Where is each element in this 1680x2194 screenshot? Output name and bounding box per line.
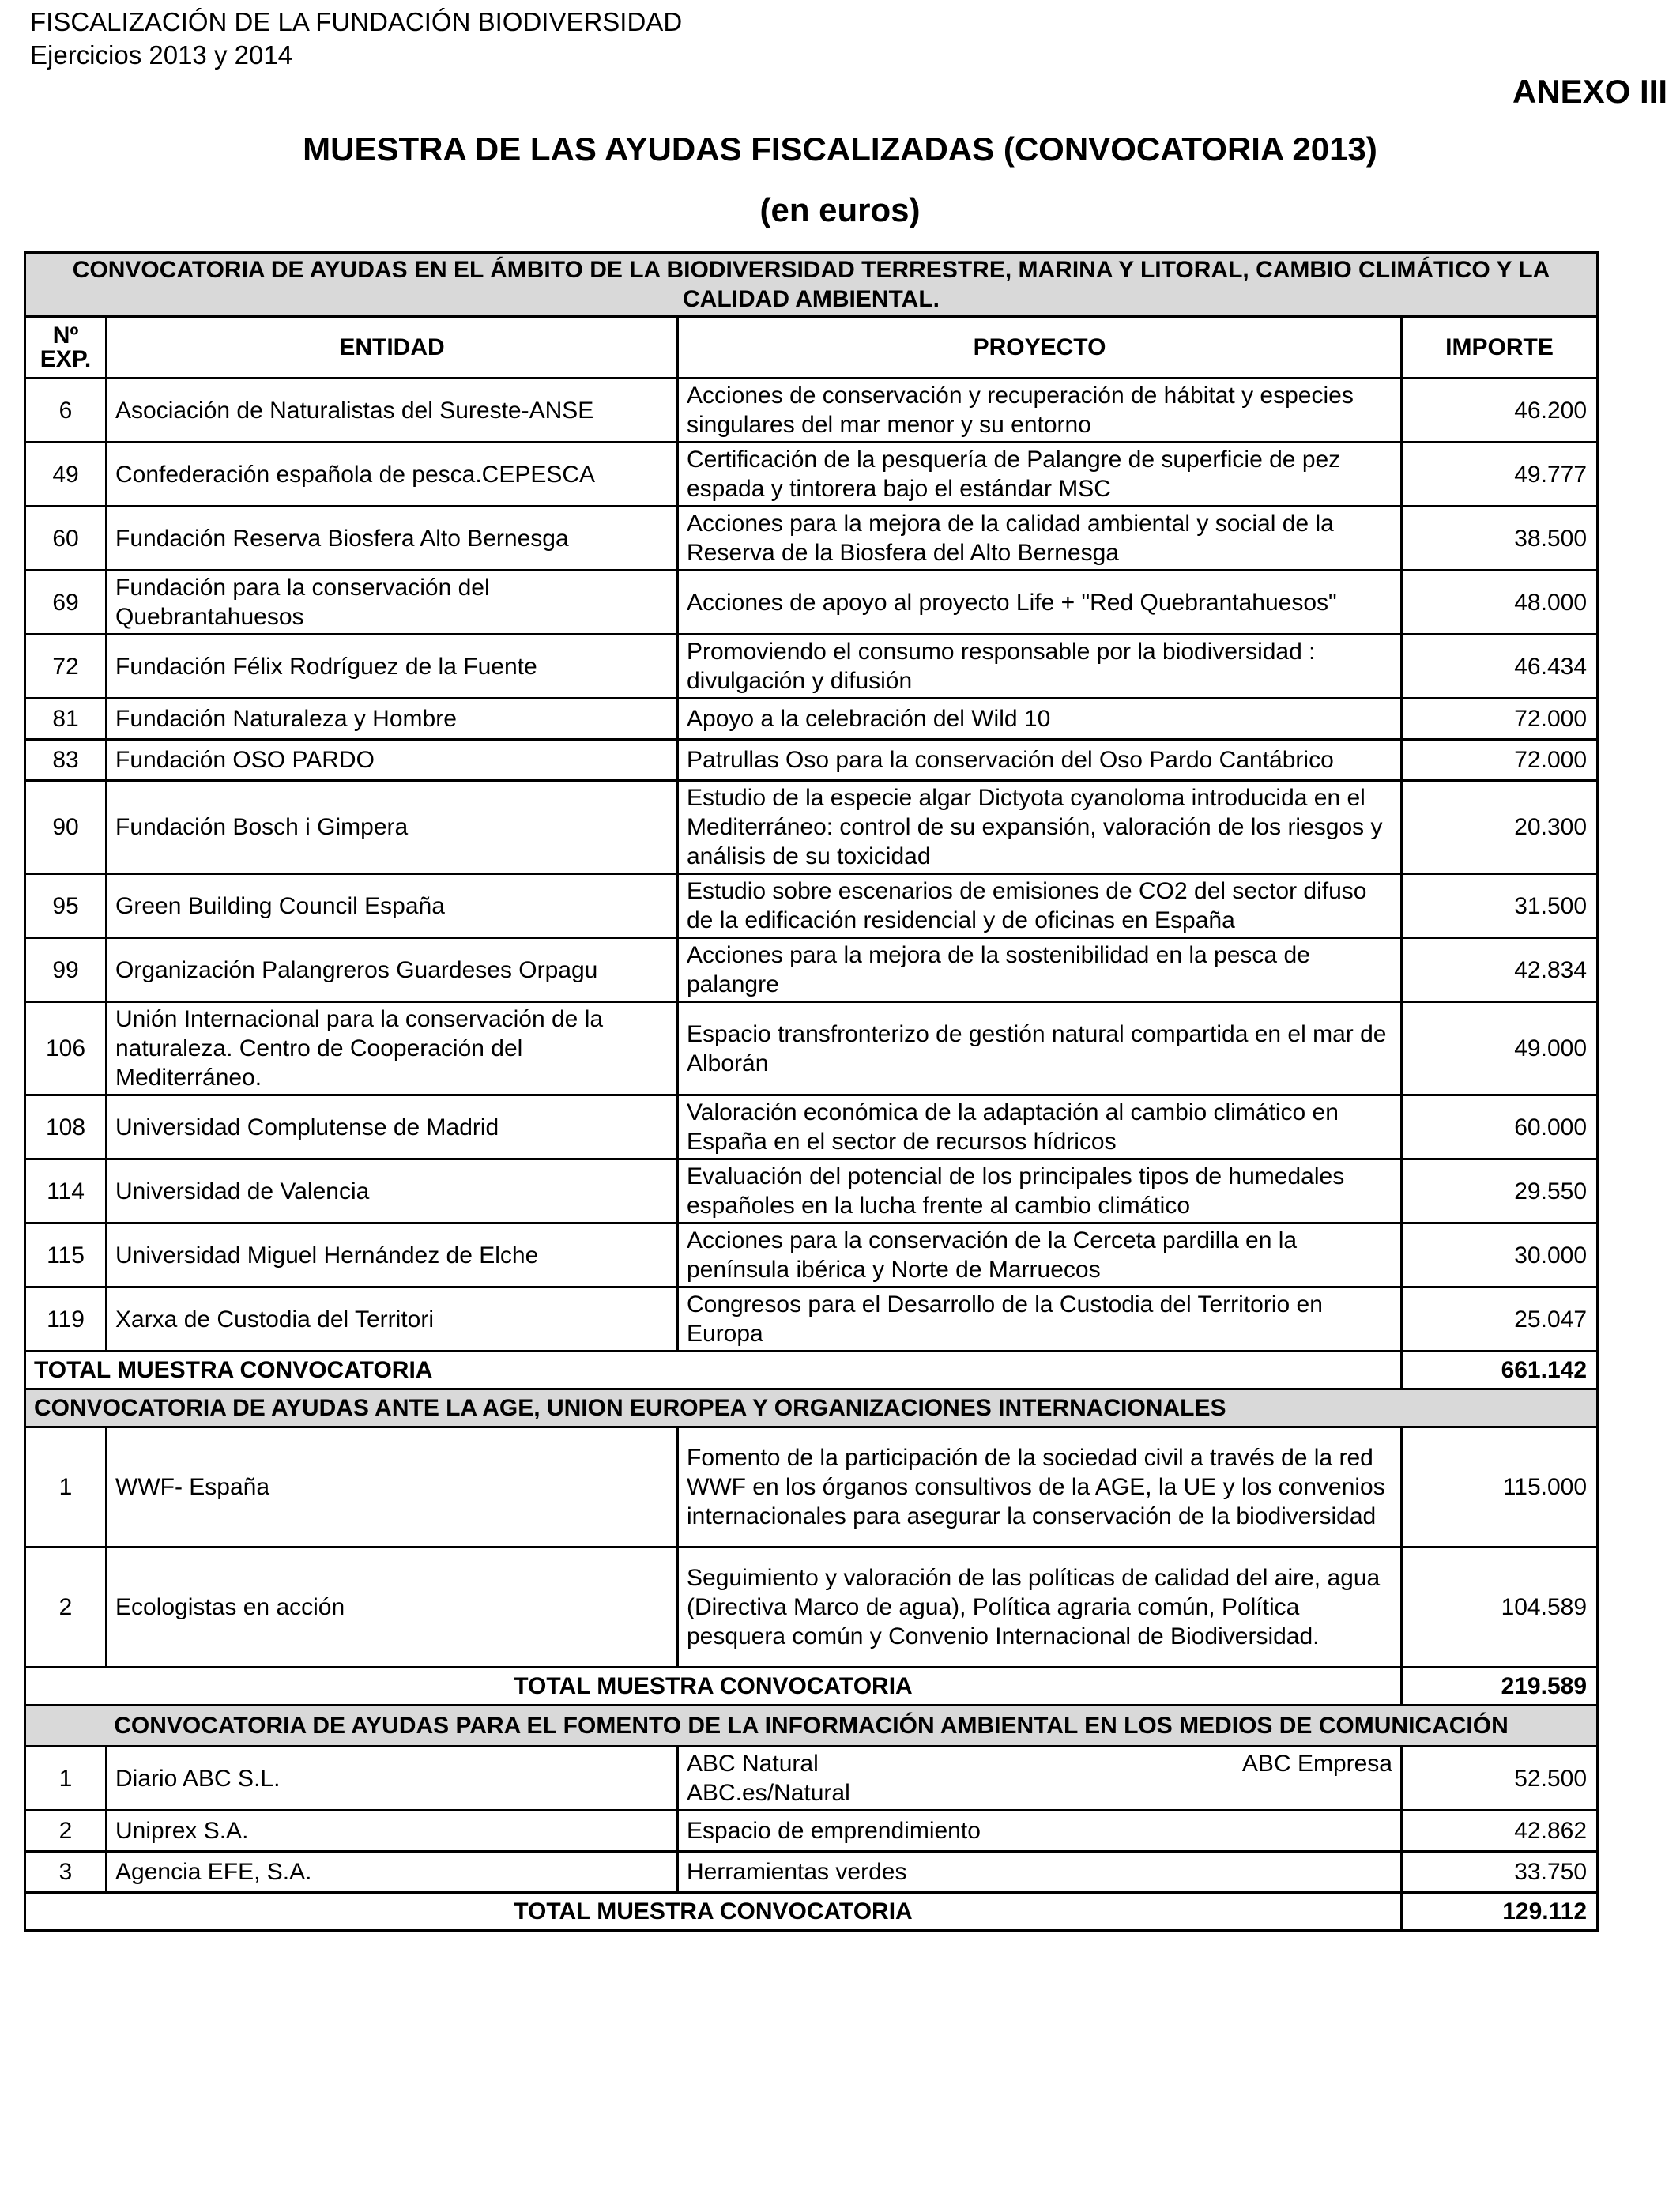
expedient-number: 81 (25, 699, 107, 740)
column-header-number: Nº EXP. (25, 317, 107, 379)
total-amount: 219.589 (1402, 1668, 1598, 1706)
grant-amount: 49.777 (1402, 443, 1598, 507)
project-name: Fomento de la participación de la sociedad civil a través de la red WWF en los órganos consultivos de la AGE, la UE y los convenios internacionales para asegurar la conservación de la biodiversidad (678, 1427, 1402, 1547)
table-row (25, 379, 1598, 443)
annex-label: ANEXO III (1512, 73, 1667, 110)
project-name: Acciones para la conservación de la Cerceta pardilla en la península ibérica y Norte de Marruecos (678, 1223, 1402, 1287)
expedient-number: 60 (25, 507, 107, 571)
entity-name: Fundación Reserva Biosfera Alto Bernesga (107, 507, 678, 571)
project-name: Acciones para la mejora de la sostenibilidad en la pesca de palangre (678, 938, 1402, 1002)
total-label: TOTAL MUESTRA CONVOCATORIA (25, 1351, 1402, 1389)
expedient-number: 114 (25, 1159, 107, 1223)
entity-name: Diario ABC S.L. (107, 1747, 678, 1811)
table-row (25, 1747, 1598, 1811)
project-name: Acciones de apoyo al proyecto Life + "Red Quebrantahuesos" (678, 571, 1402, 635)
grant-amount: 46.434 (1402, 635, 1598, 699)
grant-amount: 60.000 (1402, 1095, 1598, 1159)
table-row (25, 938, 1598, 1002)
project-name: Espacio de emprendimiento (678, 1811, 1402, 1852)
project-name: Apoyo a la celebración del Wild 10 (678, 699, 1402, 740)
grant-amount: 72.000 (1402, 699, 1598, 740)
expedient-number: 1 (25, 1747, 107, 1811)
grant-amount: 49.000 (1402, 1002, 1598, 1095)
grant-amount: 48.000 (1402, 571, 1598, 635)
table-row (25, 874, 1598, 938)
project-name: Seguimiento y valoración de las políticas de calidad del aire, agua (Directiva Marco de agua), Política agraria común, Política pesquera común y Convenio Internacional de Biodiversidad. (678, 1547, 1402, 1668)
table-row (25, 1223, 1598, 1287)
entity-name: Fundación OSO PARDO (107, 740, 678, 781)
table-row (25, 1095, 1598, 1159)
expedient-number: 115 (25, 1223, 107, 1287)
total-label: TOTAL MUESTRA CONVOCATORIA (25, 1893, 1402, 1931)
table-row (25, 635, 1598, 699)
expedient-number: 106 (25, 1002, 107, 1095)
page-subtitle: (en euros) (759, 191, 921, 228)
entity-name: Organización Palangreros Guardeses Orpagu (107, 938, 678, 1002)
entity-name: Unión Internacional para la conservación de la naturaleza. Centro de Cooperación del Mediterráneo. (107, 1002, 678, 1095)
project-name: Evaluación del potencial de los principales tipos de humedales españoles en la lucha frente al cambio climático (678, 1159, 1402, 1223)
total-label: TOTAL MUESTRA CONVOCATORIA (25, 1668, 1402, 1706)
entity-name: Agencia EFE, S.A. (107, 1852, 678, 1893)
grant-amount: 31.500 (1402, 874, 1598, 938)
column-header-amount: IMPORTE (1402, 317, 1598, 379)
grant-amount: 42.834 (1402, 938, 1598, 1002)
column-header-entity: ENTIDAD (107, 317, 678, 379)
project-name: Espacio transfronterizo de gestión natural compartida en el mar de Alborán (678, 1002, 1402, 1095)
grant-amount: 30.000 (1402, 1223, 1598, 1287)
entity-name: WWF- España (107, 1427, 678, 1547)
project-name: Valoración económica de la adaptación al cambio climático en España en el sector de recursos hídricos (678, 1095, 1402, 1159)
expedient-number: 3 (25, 1852, 107, 1893)
entity-name: Universidad de Valencia (107, 1159, 678, 1223)
total-row (25, 1351, 1598, 1389)
project-part-b: ABC Empresa (1241, 1751, 1392, 1777)
total-amount: 129.112 (1402, 1893, 1598, 1931)
section-header-row (25, 253, 1598, 317)
grant-amount: 20.300 (1402, 781, 1598, 874)
table-row (25, 781, 1598, 874)
project-name: Patrullas Oso para la conservación del Oso Pardo Cantábrico (678, 740, 1402, 781)
total-amount: 661.142 (1402, 1351, 1598, 1389)
expedient-number: 6 (25, 379, 107, 443)
grant-amount: 38.500 (1402, 507, 1598, 571)
section-header-row (25, 1706, 1598, 1747)
section-title: CONVOCATORIA DE AYUDAS ANTE LA AGE, UNION EUROPEA Y ORGANIZACIONES INTERNACIONALES (25, 1389, 1598, 1427)
entity-name: Fundación Bosch i Gimpera (107, 781, 678, 874)
project-name: Congresos para el Desarrollo de la Custodia del Territorio en Europa (678, 1287, 1402, 1351)
section-title: CONVOCATORIA DE AYUDAS PARA EL FOMENTO DE LA INFORMACIÓN AMBIENTAL EN LOS MEDIOS DE COMUNICACIÓN (25, 1706, 1598, 1747)
page-title: MUESTRA DE LAS AYUDAS FISCALIZADAS (CONVOCATORIA 2013) (303, 130, 1377, 168)
expedient-number: 2 (25, 1547, 107, 1668)
table-row (25, 1287, 1598, 1351)
table-row (25, 699, 1598, 740)
entity-name: Fundación Naturaleza y Hombre (107, 699, 678, 740)
grant-amount: 115.000 (1402, 1427, 1598, 1547)
expedient-number: 83 (25, 740, 107, 781)
expedient-number: 95 (25, 874, 107, 938)
total-row (25, 1893, 1598, 1931)
entity-name: Green Building Council España (107, 874, 678, 938)
table-row (25, 1159, 1598, 1223)
expedient-number: 49 (25, 443, 107, 507)
expedient-number: 99 (25, 938, 107, 1002)
table-row (25, 1547, 1598, 1668)
grant-amount: 72.000 (1402, 740, 1598, 781)
table-row (25, 507, 1598, 571)
section-header-row (25, 1389, 1598, 1427)
table-row (25, 1811, 1598, 1852)
grant-amount: 29.550 (1402, 1159, 1598, 1223)
column-header-row (25, 317, 1598, 379)
project-name: Estudio sobre escenarios de emisiones de CO2 del sector difuso de la edificación residencial y de oficinas en España (678, 874, 1402, 938)
grant-amount: 33.750 (1402, 1852, 1598, 1893)
expedient-number: 2 (25, 1811, 107, 1852)
table-row (25, 740, 1598, 781)
project-name: Estudio de la especie algar Dictyota cyanoloma introducida en el Mediterráneo: control de su expansión, valoración de los riesgos y análisis de su toxicidad (678, 781, 1402, 874)
entity-name: Ecologistas en acción (107, 1547, 678, 1668)
entity-name: Asociación de Naturalistas del Sureste-ANSE (107, 379, 678, 443)
expedient-number: 119 (25, 1287, 107, 1351)
entity-name: Universidad Miguel Hernández de Elche (107, 1223, 678, 1287)
table-row (25, 571, 1598, 635)
table-row (25, 1427, 1598, 1547)
entity-name: Universidad Complutense de Madrid (107, 1095, 678, 1159)
table-row (25, 1852, 1598, 1893)
project-name: Promoviendo el consumo responsable por la biodiversidad : divulgación y difusión (678, 635, 1402, 699)
table-row (25, 1002, 1598, 1095)
entity-name: Fundación para la conservación del Quebrantahuesos (107, 571, 678, 635)
expedient-number: 108 (25, 1095, 107, 1159)
project-part-c: ABC.es/Natural (687, 1780, 850, 1806)
expedient-number: 69 (25, 571, 107, 635)
expedient-number: 1 (25, 1427, 107, 1547)
entity-name: Uniprex S.A. (107, 1811, 678, 1852)
project-name: Certificación de la pesquería de Palangre de superficie de pez espada y tintorera bajo el estándar MSC (678, 443, 1402, 507)
section-title: CONVOCATORIA DE AYUDAS EN EL ÁMBITO DE LA BIODIVERSIDAD TERRESTRE, MARINA Y LITORAL, CAMBIO CLIMÁTICO Y LA CALIDAD AMBIENTAL. (25, 253, 1598, 317)
project-part-a: ABC Natural (687, 1751, 819, 1777)
column-header-project: PROYECTO (678, 317, 1402, 379)
project-name: Acciones de conservación y recuperación de hábitat y especies singulares del mar menor y su entorno (678, 379, 1402, 443)
entity-name: Fundación Félix Rodríguez de la Fuente (107, 635, 678, 699)
project-name: Herramientas verdes (678, 1852, 1402, 1893)
grant-amount: 25.047 (1402, 1287, 1598, 1351)
grant-amount: 104.589 (1402, 1547, 1598, 1668)
grant-amount: 46.200 (1402, 379, 1598, 443)
expedient-number: 90 (25, 781, 107, 874)
total-row (25, 1668, 1598, 1706)
report-header-title: FISCALIZACIÓN DE LA FUNDACIÓN BIODIVERSIDAD (30, 7, 683, 36)
project-name: Acciones para la mejora de la calidad ambiental y social de la Reserva de la Biosfera del Alto Bernesga (678, 507, 1402, 571)
entity-name: Confederación española de pesca.CEPESCA (107, 443, 678, 507)
project-name (678, 1747, 1402, 1811)
report-header-years: Ejercicios 2013 y 2014 (30, 40, 293, 70)
grants-table (24, 251, 1599, 1932)
expedient-number: 72 (25, 635, 107, 699)
grant-amount: 42.862 (1402, 1811, 1598, 1852)
grant-amount: 52.500 (1402, 1747, 1598, 1811)
project-line-1 (687, 1749, 1392, 1778)
entity-name: Xarxa de Custodia del Territori (107, 1287, 678, 1351)
table-row (25, 443, 1598, 507)
